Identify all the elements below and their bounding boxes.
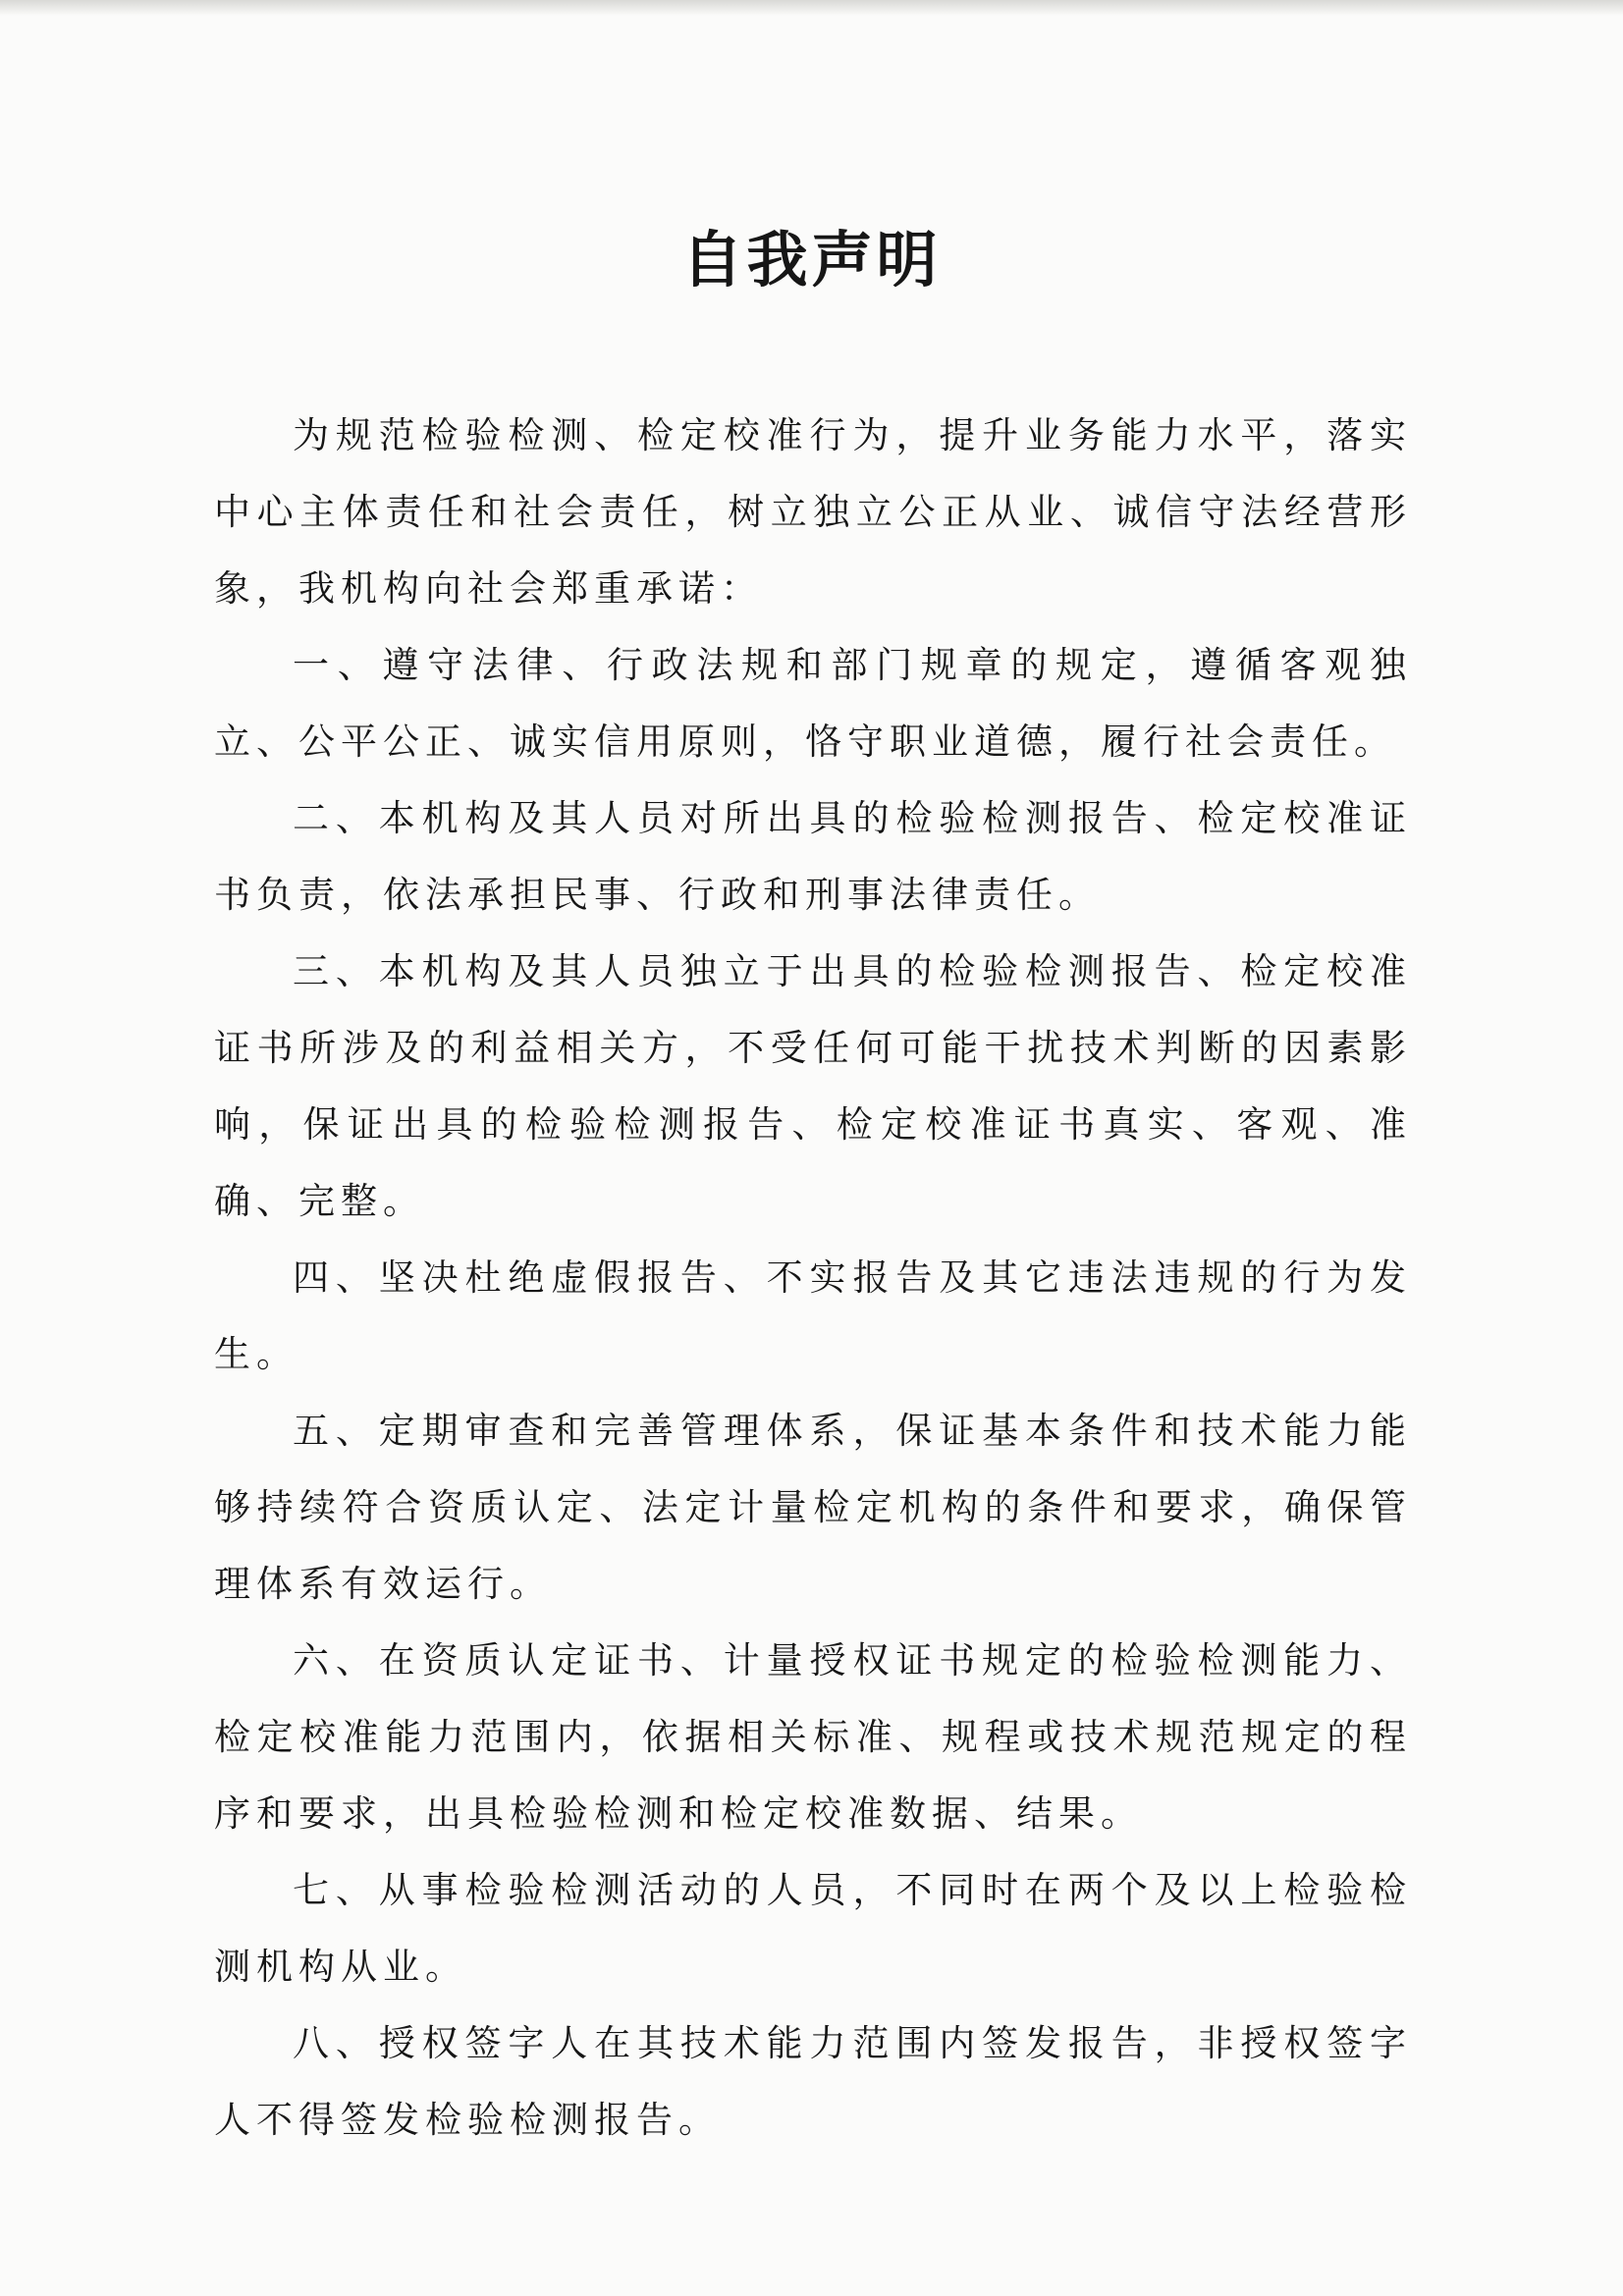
commitment-3: 三、本机构及其人员独立于出具的检验检测报告、检定校准证书所涉及的利益相关方，不受任何可能干扰技术判断的因素影响，保证出具的检验检测报告、检定校准证书真实、客观、准确、完整。 (214, 950, 1412, 1222)
commitment-4: 四、坚决杜绝虚假报告、不实报告及其它违法违规的行为发生。 (214, 1256, 1412, 1375)
intro-paragraph: 为规范检验检测、检定校准行为，提升业务能力水平，落实中心主体责任和社会责任，树立独立公正从业、诚信守法经营形象，我机构向社会郑重承诺： (214, 414, 1412, 610)
commitment-5: 五、定期审查和完善管理体系，保证基本条件和技术能力能够持续符合资质认定、法定计量检定机构的条件和要求，确保管理体系有效运行。 (214, 1410, 1412, 1605)
commitment-8: 八、授权签字人在其技术能力范围内签发报告，非授权签字人不得签发检验检测报告。 (214, 2022, 1412, 2141)
document-body (214, 398, 1412, 2159)
document-title: 自我声明 (681, 224, 942, 295)
commitment-7: 七、从事检验检测活动的人员，不同时在两个及以上检验检测机构从业。 (214, 1869, 1412, 1988)
commitment-2: 二、本机构及其人员对所出具的检验检测报告、检定校准证书负责，依法承担民事、行政和刑事法律责任。 (214, 797, 1412, 916)
commitment-1: 一、遵守法律、行政法规和部门规章的规定，遵循客观独立、公平公正、诚实信用原则，恪守职业道德，履行社会责任。 (214, 644, 1412, 763)
commitment-6: 六、在资质认定证书、计量授权证书规定的检验检测能力、检定校准能力范围内，依据相关标准、规程或技术规范规定的程序和要求，出具检验检测和检定校准数据、结果。 (214, 1639, 1412, 1835)
scan-edge-shadow (0, 0, 1623, 16)
